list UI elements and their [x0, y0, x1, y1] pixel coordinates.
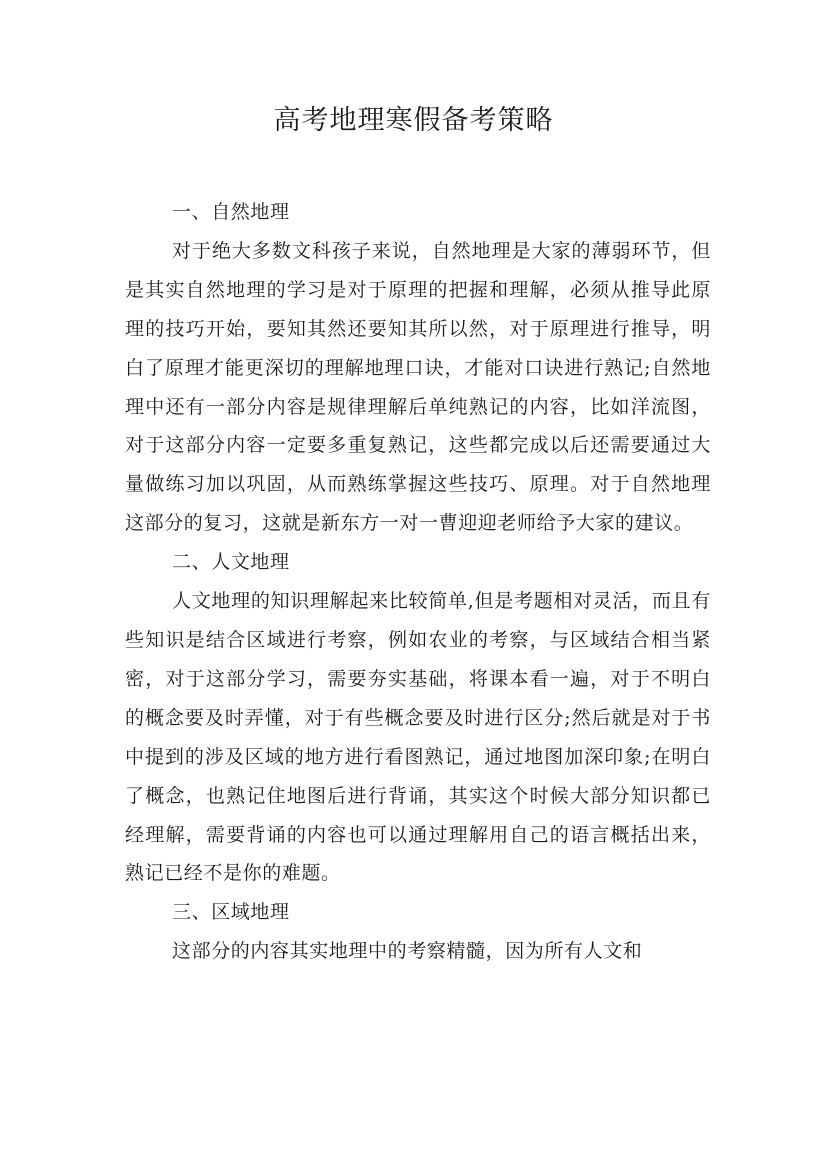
document-title: 高考地理寒假备考策略	[273, 105, 554, 136]
section-heading-natural-geography: 一、自然地理	[172, 201, 290, 223]
section-heading-regional-geography: 三、区域地理	[172, 901, 290, 924]
section-heading-human-geography: 二、人文地理	[172, 551, 290, 574]
section-paragraph-human-geography: 人文地理的知识理解起来比较简单,但是考题相对灵活，而且有些知识是结合区域进行考察，例如农业的考察，与区域结合相当紧密，对于这部分学习，需要夯实基础，将课本看一遍，对于不明白的概念要及时弄懂，对于有些概念要及时进行区分;然后就是对于书中提到的涉及区域的地方进行看图熟记，通过地图加深印象;在明白了概念，也熟记住地图后进行背诵，其实这个时候大部分知识都已经理解，需要背诵的内容也可以通过理解用自己的语言概括出来，熟记已经不是你的难题。	[125, 590, 711, 885]
section-paragraph-regional-geography: 这部分的内容其实地理中的考察精髓，因为所有人文和	[172, 940, 643, 963]
document-body	[125, 193, 711, 971]
section-paragraph-natural-geography: 对于绝大多数文科孩子来说，自然地理是大家的薄弱环节，但是其实自然地理的学习是对于原理的把握和理解，必须从推导此原理的技巧开始，要知其然还要知其所以然，对于原理进行推导，明白了原理才能更深切的理解地理口诀，才能对口诀进行熟记;自然地理中还有一部分内容是规律理解后单纯熟记的内容，比如洋流图，对于这部分内容一定要多重复熟记，这些都完成以后还需要通过大量做练习加以巩固，从而熟练掌握这些技巧、原理。对于自然地理这部分的复习，这就是新东方一对一曹迎迎老师给予大家的建议。	[125, 239, 711, 535]
